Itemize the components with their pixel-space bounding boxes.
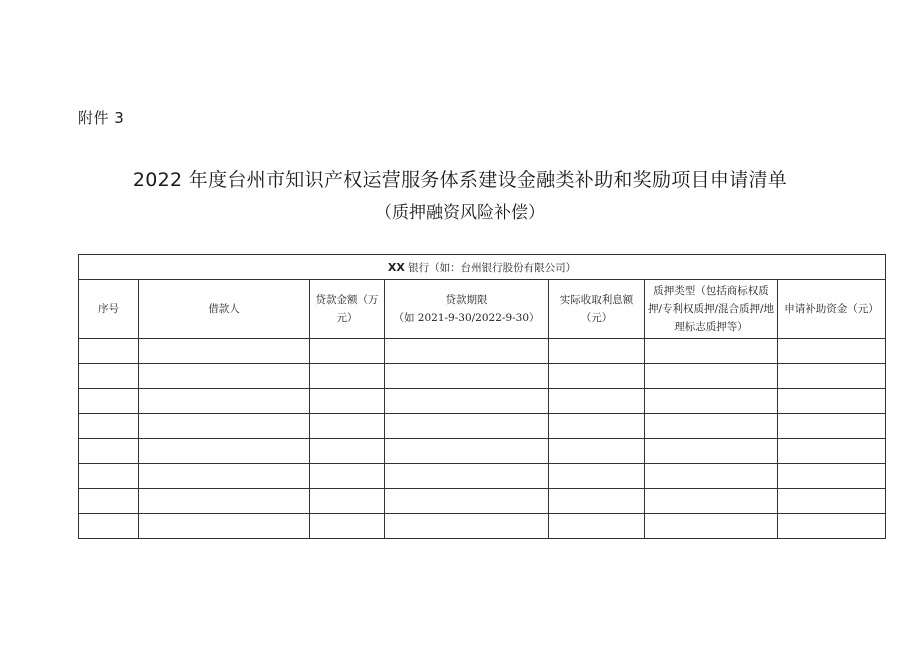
cell-seq[interactable] bbox=[79, 364, 139, 389]
table-row bbox=[79, 389, 886, 414]
cell-seq[interactable] bbox=[79, 464, 139, 489]
cell-interest[interactable] bbox=[549, 439, 645, 464]
cell-loan-amount[interactable] bbox=[310, 464, 385, 489]
cell-borrower[interactable] bbox=[139, 439, 310, 464]
cell-pledge-type[interactable] bbox=[645, 489, 778, 514]
cell-loan-term[interactable] bbox=[385, 414, 549, 439]
header-borrower: 借款人 bbox=[139, 280, 310, 339]
cell-interest[interactable] bbox=[549, 339, 645, 364]
cell-loan-amount[interactable] bbox=[310, 489, 385, 514]
cell-subsidy[interactable] bbox=[778, 414, 886, 439]
cell-subsidy[interactable] bbox=[778, 489, 886, 514]
cell-interest[interactable] bbox=[549, 514, 645, 539]
cell-seq[interactable] bbox=[79, 439, 139, 464]
cell-pledge-type[interactable] bbox=[645, 414, 778, 439]
cell-interest[interactable] bbox=[549, 464, 645, 489]
data-rows bbox=[79, 339, 886, 539]
cell-seq[interactable] bbox=[79, 414, 139, 439]
bank-cell bbox=[79, 255, 886, 280]
header-pledge-type: 质押类型（包括商标权质押/专利权质押/混合质押/地理标志质押等） bbox=[645, 280, 778, 339]
table-row bbox=[79, 514, 886, 539]
cell-subsidy[interactable] bbox=[778, 514, 886, 539]
cell-borrower[interactable] bbox=[139, 514, 310, 539]
table-row bbox=[79, 414, 886, 439]
cell-subsidy[interactable] bbox=[778, 364, 886, 389]
table-row bbox=[79, 339, 886, 364]
cell-pledge-type[interactable] bbox=[645, 439, 778, 464]
cell-pledge-type[interactable] bbox=[645, 364, 778, 389]
cell-loan-amount[interactable] bbox=[310, 339, 385, 364]
cell-interest[interactable] bbox=[549, 489, 645, 514]
header-subsidy: 申请补助资金（元） bbox=[778, 280, 886, 339]
application-table bbox=[78, 254, 886, 539]
cell-borrower[interactable] bbox=[139, 364, 310, 389]
cell-interest[interactable] bbox=[549, 414, 645, 439]
cell-loan-term[interactable] bbox=[385, 514, 549, 539]
bank-row bbox=[79, 255, 886, 280]
cell-pledge-type[interactable] bbox=[645, 514, 778, 539]
page-subtitle: （质押融资风险补偿） bbox=[375, 203, 545, 223]
table-row bbox=[79, 464, 886, 489]
cell-loan-term[interactable] bbox=[385, 389, 549, 414]
cell-seq[interactable] bbox=[79, 514, 139, 539]
bank-example-text: 银行（如：台州银行股份有限公司） bbox=[404, 261, 577, 274]
table-row bbox=[79, 364, 886, 389]
cell-interest[interactable] bbox=[549, 364, 645, 389]
attachment-label: 附件 3 bbox=[78, 109, 125, 127]
cell-loan-term[interactable] bbox=[385, 339, 549, 364]
cell-subsidy[interactable] bbox=[778, 439, 886, 464]
cell-subsidy[interactable] bbox=[778, 389, 886, 414]
cell-borrower[interactable] bbox=[139, 389, 310, 414]
cell-borrower[interactable] bbox=[139, 414, 310, 439]
cell-borrower[interactable] bbox=[139, 464, 310, 489]
table-row bbox=[79, 439, 886, 464]
cell-loan-term[interactable] bbox=[385, 489, 549, 514]
cell-loan-term[interactable] bbox=[385, 464, 549, 489]
table-row bbox=[79, 489, 886, 514]
cell-seq[interactable] bbox=[79, 389, 139, 414]
cell-loan-amount[interactable] bbox=[310, 514, 385, 539]
cell-loan-amount[interactable] bbox=[310, 364, 385, 389]
header-interest: 实际收取利息额（元） bbox=[549, 280, 645, 339]
cell-borrower[interactable] bbox=[139, 339, 310, 364]
header-loan-term bbox=[385, 280, 549, 339]
cell-loan-term[interactable] bbox=[385, 439, 549, 464]
cell-pledge-type[interactable] bbox=[645, 389, 778, 414]
page-title: 2022 年度台州市知识产权运营服务体系建设金融类补助和奖励项目申请清单 bbox=[132, 169, 788, 191]
bank-name-placeholder: XX bbox=[387, 260, 405, 274]
cell-loan-amount[interactable] bbox=[310, 439, 385, 464]
header-seq: 序号 bbox=[79, 280, 139, 339]
cell-subsidy[interactable] bbox=[778, 464, 886, 489]
cell-pledge-type[interactable] bbox=[645, 464, 778, 489]
cell-seq[interactable] bbox=[79, 339, 139, 364]
cell-pledge-type[interactable] bbox=[645, 339, 778, 364]
cell-interest[interactable] bbox=[549, 389, 645, 414]
header-row bbox=[79, 280, 886, 339]
cell-subsidy[interactable] bbox=[778, 339, 886, 364]
cell-loan-amount[interactable] bbox=[310, 389, 385, 414]
header-loan-term-title: 贷款期限 bbox=[445, 294, 488, 306]
header-loan-amount: 贷款金额（万元） bbox=[310, 280, 385, 339]
header-loan-term-example: （如 2021-9-30/2022-9-30） bbox=[393, 312, 540, 324]
cell-loan-amount[interactable] bbox=[310, 414, 385, 439]
cell-borrower[interactable] bbox=[139, 489, 310, 514]
cell-loan-term[interactable] bbox=[385, 364, 549, 389]
cell-seq[interactable] bbox=[79, 489, 139, 514]
